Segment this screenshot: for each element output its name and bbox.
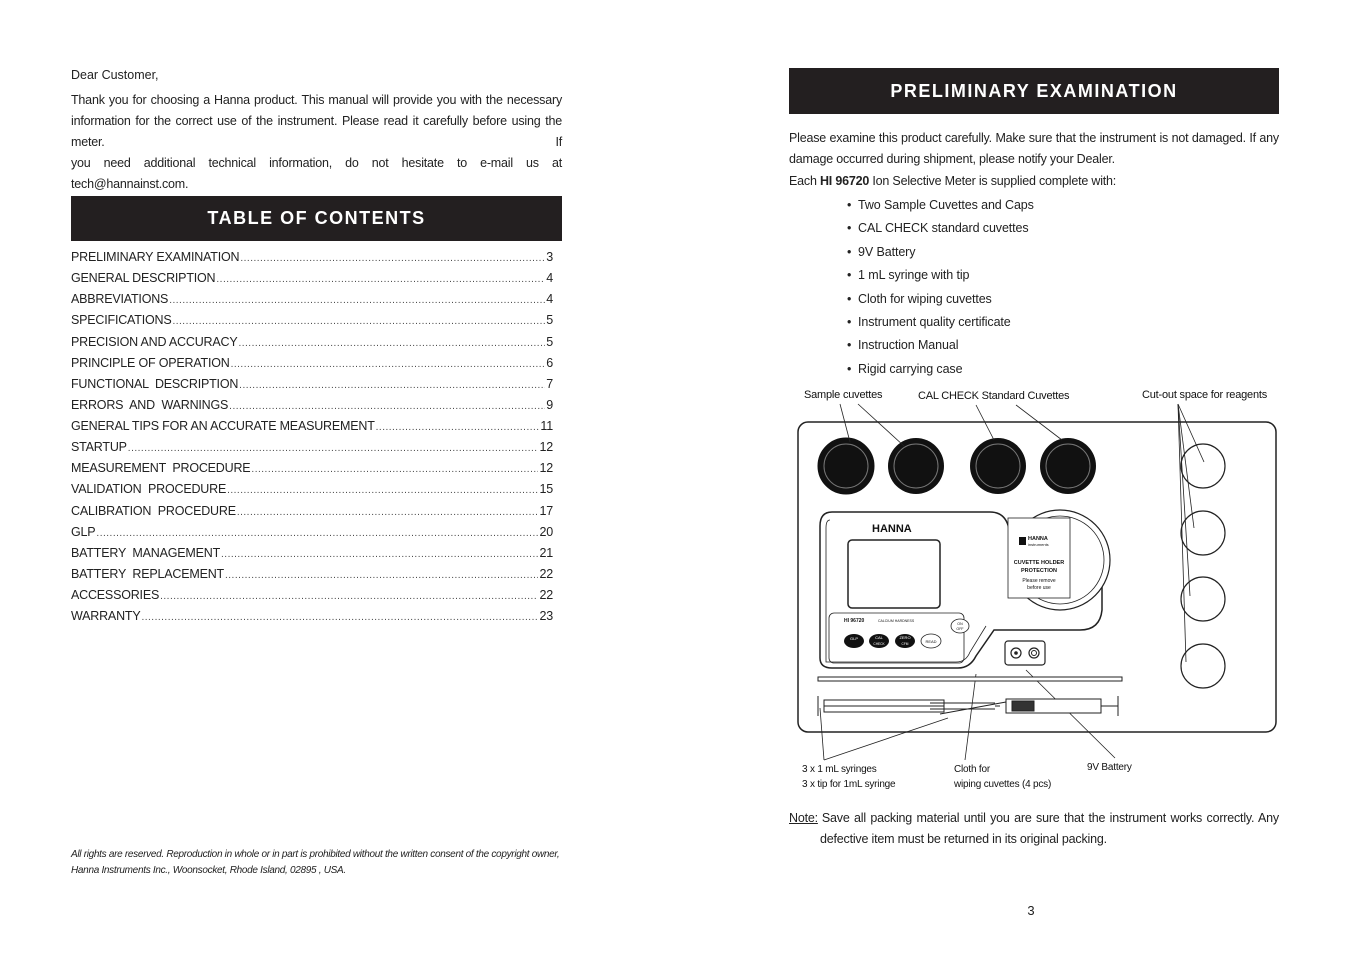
read-key[interactable]: [921, 634, 941, 648]
calcheck-cuvette: [970, 438, 1026, 494]
toc-row[interactable]: [71, 377, 553, 397]
zero-key-label: ZERO: [899, 635, 911, 640]
list-item-text: Instruction Manual: [858, 338, 959, 352]
cloth: [818, 677, 1122, 681]
toc-entry-page: 5: [546, 313, 553, 327]
toc-entry-page: 22: [539, 567, 553, 581]
list-item-text: Instrument quality certificate: [858, 315, 1011, 329]
label-cloth-detail: wiping cuvettes (4 pcs): [954, 779, 1052, 790]
meter-model: HI 96720: [844, 618, 865, 624]
toc-row[interactable]: [71, 292, 553, 312]
toc-leader: [238, 335, 545, 349]
note-first-line: [789, 808, 1279, 829]
toc-entry-page: 12: [539, 440, 553, 454]
toc-entry-page: 17: [539, 504, 553, 518]
intro-line: Thank you for choosing a Hanna product. This manual will provide you with the necessary: [71, 93, 562, 107]
list-item-text: 1 mL syringe with tip: [858, 268, 970, 282]
note-block: [789, 808, 1279, 850]
toc-row[interactable]: [71, 567, 553, 587]
read-key-label: READ: [925, 639, 937, 644]
meter-parameter: CALCIUM HARDNESS: [878, 619, 915, 623]
list-item: • Cloth for wiping cuvettes: [847, 292, 992, 306]
exam-paragraph: [789, 128, 1279, 170]
toc-row[interactable]: [71, 335, 553, 355]
intro-paragraph: [71, 90, 562, 195]
toc-leader: [229, 398, 545, 412]
toc-leader: [237, 504, 539, 518]
toc-leader: [172, 313, 545, 327]
toc-entry-page: 21: [539, 546, 553, 560]
exam-line: damage occurred during shipment, please notify your Dealer.: [789, 152, 1115, 166]
list-item: • Instruction Manual: [847, 338, 959, 352]
syringe: [940, 696, 1118, 716]
toc-row[interactable]: [71, 525, 553, 545]
model-number: HI 96720: [819, 174, 870, 188]
carrying-case-figure: [780, 400, 1290, 800]
toc-entry-page: 6: [546, 356, 553, 370]
label-sample-cuvettes: Sample cuvettes: [804, 389, 883, 401]
toc-entry-title: MEASUREMENT PROCEDURE: [71, 461, 251, 475]
list-item: • Instrument quality certificate: [847, 315, 1011, 329]
note-label: Note:: [789, 811, 818, 825]
label-cutout-space: Cut-out space for reagents: [1142, 389, 1268, 401]
toc-leader: [216, 271, 545, 285]
list-item-text: 9V Battery: [858, 245, 916, 259]
toc-leader: [376, 419, 540, 433]
cal-key-sublabel: CHECK: [873, 642, 885, 646]
intro-line: you need additional technical information, do not hesitate to e-mail us at tech@hannainst.com.: [71, 156, 562, 191]
cap-text-line: CUVETTE HOLDER: [1013, 560, 1065, 566]
supplied-line: [789, 174, 1116, 188]
exam-line: Please examine this product carefully. Make sure that the instrument is not damaged. If any: [789, 131, 1279, 145]
calcheck-cuvette: [1040, 438, 1096, 494]
toc-row[interactable]: [71, 461, 553, 481]
toc-entry-title: GENERAL DESCRIPTION: [71, 271, 216, 285]
cap-brand-sub: instruments: [1028, 542, 1049, 547]
toc-entry-title: WARRANTY: [71, 609, 141, 623]
toc-leader: [227, 482, 538, 496]
sample-cuvette: [818, 438, 874, 494]
toc-leader: [239, 377, 545, 391]
reagent-cutout: [1181, 577, 1225, 621]
meter-brand: HANNA: [872, 523, 912, 535]
list-item-text: Two Sample Cuvettes and Caps: [858, 198, 1034, 212]
footer-line: All rights are reserved. Reproduction in whole or in part is prohibited without the written consent of the copyright owner,: [71, 849, 560, 860]
toc-row[interactable]: [71, 313, 553, 333]
reagent-cutout: [1181, 511, 1225, 555]
glp-key-label: GLP: [849, 636, 859, 641]
toc-entry-title: BATTERY MANAGEMENT: [71, 546, 221, 560]
toc-row[interactable]: [71, 398, 553, 418]
cap-text-line: Please remove: [1022, 578, 1056, 584]
hanna-logo-mark: [1019, 537, 1026, 545]
toc-entry-title: PRELIMINARY EXAMINATION: [71, 250, 240, 264]
sample-cuvette: [888, 438, 944, 494]
toc-entry-page: 9: [546, 398, 553, 412]
toc-leader: [251, 461, 538, 475]
glp-key[interactable]: [844, 634, 864, 648]
toc-entry-page: 15: [539, 482, 553, 496]
meter-display: [848, 540, 940, 608]
power-key-on: ON: [957, 622, 963, 626]
toc-leader: [169, 292, 545, 306]
cap-brand: HANNA: [1028, 536, 1048, 542]
label-syringes: 3 x 1 mL syringes: [802, 764, 877, 775]
toc-entry-title: PRINCIPLE OF OPERATION: [71, 356, 230, 370]
toc-row[interactable]: [71, 250, 553, 270]
toc-entry-page: 22: [539, 588, 553, 602]
supplied-prefix: Each: [789, 174, 820, 188]
label-calcheck-cuvettes: CAL CHECK Standard Cuvettes: [918, 390, 1070, 402]
toc-entry-title: ERRORS AND WARNINGS: [71, 398, 229, 412]
toc-entry-title: GENERAL TIPS FOR AN ACCURATE MEASUREMENT: [71, 419, 375, 433]
toc-row[interactable]: [71, 419, 553, 439]
page-number: 3: [1027, 903, 1035, 918]
cal-key-label: CAL: [875, 635, 883, 640]
toc-entry-page: 4: [546, 292, 553, 306]
note-line: Save all packing material until you are sure that the instrument works correctly. Any: [821, 811, 1279, 825]
toc-entry-page: 23: [539, 609, 553, 623]
toc-entry-title: PRECISION AND ACCURACY: [71, 335, 238, 349]
toc-entry-title: CALIBRATION PROCEDURE: [71, 504, 236, 518]
toc-leader: [96, 525, 538, 539]
list-item: • CAL CHECK standard cuvettes: [847, 221, 1029, 235]
toc-entry-title: STARTUP: [71, 440, 127, 454]
toc-entry-page: 5: [546, 335, 553, 349]
reagent-cutout: [1181, 644, 1225, 688]
toc-entry-title: BATTERY REPLACEMENT: [71, 567, 224, 581]
zero-cfm-key[interactable]: [895, 634, 915, 648]
section-title: PRELIMINARY EXAMINATION: [789, 68, 1279, 114]
toc-entry-title: SPECIFICATIONS: [71, 313, 172, 327]
toc-entry-title: GLP: [71, 525, 96, 539]
toc-entry-title: ACCESSORIES: [71, 588, 160, 602]
toc-leader: [240, 250, 545, 264]
footer-line: Hanna Instruments Inc., Woonsocket, Rhode Island, 02895 , USA.: [71, 865, 346, 876]
toc-row[interactable]: [71, 440, 553, 460]
list-item-text: Cloth for wiping cuvettes: [858, 292, 992, 306]
label-cloth: Cloth for: [954, 764, 990, 775]
toc-entry-page: 3: [546, 250, 553, 264]
toc-row[interactable]: [71, 504, 553, 524]
label-syringe-tips: 3 x tip for 1mL syringe: [802, 779, 896, 790]
note-line: defective item must be returned in its original packing.: [820, 832, 1107, 846]
toc-leader: [141, 609, 538, 623]
toc-leader: [231, 356, 546, 370]
toc-leader: [225, 567, 539, 581]
power-key[interactable]: [951, 619, 969, 633]
toc-entry-page: 4: [546, 271, 553, 285]
power-key-off: OFF: [956, 627, 964, 631]
greeting: Dear Customer,: [71, 68, 159, 82]
toc-row[interactable]: [71, 356, 553, 376]
toc-entry-page: 12: [539, 461, 553, 475]
cap-text-line: before use: [1027, 585, 1051, 591]
intro-line: information for the correct use of the instrument. Please read it carefully before using the meter. If: [71, 114, 562, 149]
toc-entry-title: FUNCTIONAL DESCRIPTION: [71, 377, 239, 391]
toc-row[interactable]: [71, 588, 553, 608]
toc-entry-title: VALIDATION PROCEDURE: [71, 482, 227, 496]
list-item-text: CAL CHECK standard cuvettes: [858, 221, 1029, 235]
toc-row[interactable]: [71, 546, 553, 566]
copyright-footer: [71, 847, 571, 879]
toc-row[interactable]: [71, 271, 553, 291]
label-battery: 9V Battery: [1087, 762, 1132, 773]
supplied-suffix: Ion Selective Meter is supplied complete with:: [869, 174, 1117, 188]
toc-title: TABLE OF CONTENTS: [71, 196, 562, 241]
toc-row[interactable]: [71, 609, 553, 629]
list-item: • 1 mL syringe with tip: [847, 268, 970, 282]
zero-key-sublabel: CFM: [901, 642, 909, 646]
list-item: • Rigid carrying case: [847, 362, 963, 376]
list-item-text: Rigid carrying case: [858, 362, 963, 376]
toc-leader: [160, 588, 538, 602]
toc-leader: [128, 440, 539, 454]
cal-check-key[interactable]: [869, 634, 889, 648]
list-item: • Two Sample Cuvettes and Caps: [847, 198, 1034, 212]
toc-leader: [221, 546, 538, 560]
list-item: • 9V Battery: [847, 245, 916, 259]
toc-entry-page: 7: [546, 377, 553, 391]
cap-text-line: PROTECTION: [1020, 568, 1058, 574]
toc-entry-page: 11: [540, 419, 553, 433]
toc-row[interactable]: [71, 482, 553, 502]
toc-entry-title: ABBREVIATIONS: [71, 292, 169, 306]
toc-entry-page: 20: [539, 525, 553, 539]
